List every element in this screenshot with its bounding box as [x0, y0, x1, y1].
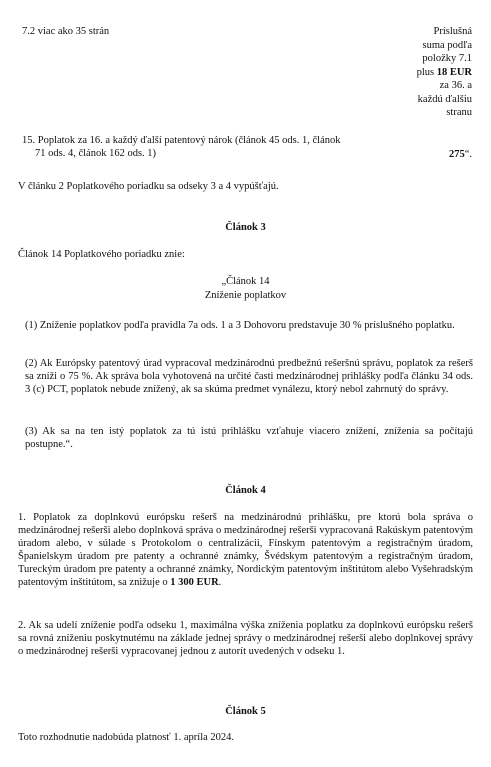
amount-line: suma podľa	[422, 39, 472, 51]
amount-line: za 36. a	[439, 80, 472, 91]
fee-amount-15: 275“.	[448, 149, 472, 160]
article3-heading: Článok 3	[225, 222, 266, 233]
article3-intro: Článok 14 Poplatkového poriadku znie:	[18, 249, 185, 260]
article5-heading: Článok 5	[225, 706, 266, 717]
fee-row-7-2	[22, 19, 472, 129]
fee-amount-7-2	[392, 25, 472, 120]
article3-paragraph-2: (2) Ak Európsky patentový úrad vypracoval medzinárodnú predbežnú rešeršnú správu, poplatok za rešerš sa zníži o 75 %. Ak správa bola vyhotovená na určité časti medzinárodnej prihlášky podľa článku 34 ods. 3 (c) PCT, poplatok nebude znížený, ak sa skúma predmet vynálezu, ktorý nebol zahrnutý do správy.	[25, 358, 473, 395]
article4-heading: Článok 4	[225, 485, 266, 496]
amount-line: plus 18 EUR	[416, 66, 472, 78]
amount-line: položky 7.1	[422, 53, 472, 64]
quoted-article-title: Zníženie poplatkov	[204, 290, 287, 301]
article4-paragraph-1: 1. Poplatok za doplnkovú európsku rešerš na medzinárodnú prihlášku, pre ktorú bola správa o medzinárodnej rešerši alebo doplnková správa o medzinárodnej rešerši vypracovaná Rakúskym patentovým úradom alebo, v súlade s Protokolom o centralizácii, Fínskym patentovým a registračným úradom, Španielskym úradom pre patenty a ochranné známky, Švédskym patentovým a registračným úradom, Tureckým úradom pre patenty a ochranné známky, Nordickým patentovým inštitútom alebo Vyšehradským patentovým inštitútom, sa znižuje o 1 300 EUR.	[18, 512, 473, 588]
article4-paragraph-2: 2. Ak sa udelí zníženie podľa odseku 1, maximálna výška zníženia poplatku za doplnkovú európsku rešerš sa rovná zníženiu poskytnutému na základe jednej správy o medzinárodnej rešerši alebo doplnkovej správy o medzinárodnej rešerši vypracovanej jednou z autorít uvedených v odseku 1.	[18, 620, 473, 657]
amount-line: stranu	[446, 107, 472, 118]
amount-line: každú ďalšiu	[417, 93, 472, 105]
article5-text: Toto rozhodnutie nadobúda platnosť 1. apríla 2024.	[18, 732, 235, 743]
quoted-article-number: „Článok 14	[221, 276, 270, 287]
fee-label-7-2: 7.2 viac ako 35 strán	[22, 26, 110, 37]
amount-line: Príslušná	[433, 26, 472, 37]
reduction-amount: 1 300 EUR	[170, 577, 219, 588]
article2-sentence: V článku 2 Poplatkového poriadku sa odseky 3 a 4 vypúšťajú.	[18, 181, 279, 192]
fee-label-15: 15. Poplatok za 16. a každý ďalší patentový nárok (článok 45 ods. 1, článok 71 ods. 4, článok 162 ods. 1)	[22, 135, 341, 159]
article3-paragraph-1: (1) Zníženie poplatkov podľa pravidla 7a ods. 1 a 3 Dohovoru predstavuje 30 % príslušného poplatku.	[25, 320, 455, 331]
article3-paragraph-3: (3) Ak sa na ten istý poplatok za tú istú prihlášku vzťahuje viacero znížení, zníženia sa počítajú postupne.“.	[25, 426, 473, 450]
amount-value: 18 EUR	[436, 66, 472, 78]
